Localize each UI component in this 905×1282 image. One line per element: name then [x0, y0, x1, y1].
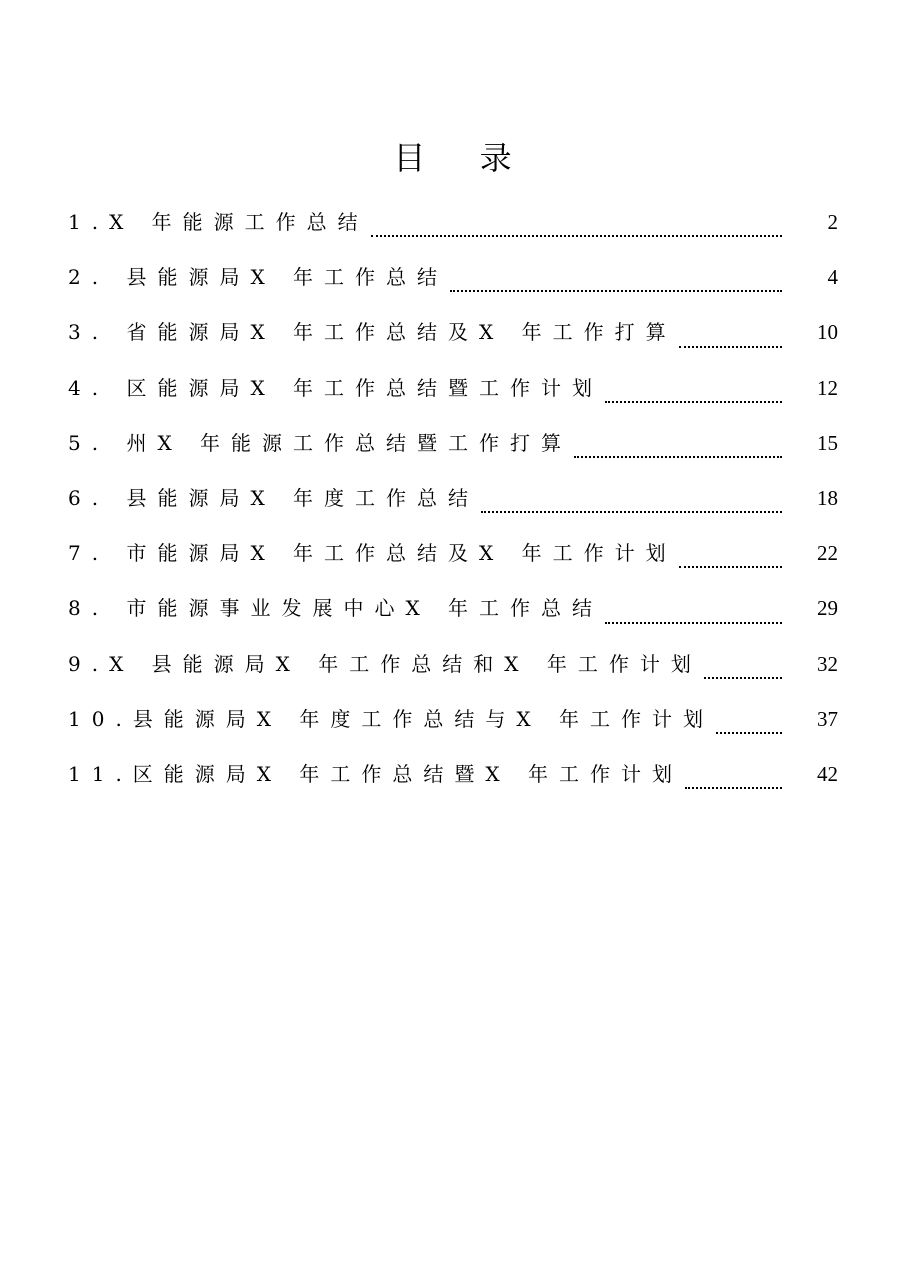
- toc-leader-dots: [481, 509, 782, 513]
- toc-page-number: 32: [817, 651, 838, 676]
- toc-page-number: 4: [827, 265, 838, 290]
- toc-list: [68, 200, 838, 807]
- toc-entry-title: 9.X 县能源局X 年工作总结和X 年工作计划: [68, 651, 702, 676]
- toc-entry-3[interactable]: [68, 310, 838, 365]
- toc-entry-title: 1.X 年能源工作总结: [68, 210, 369, 234]
- toc-leader-dots: [679, 564, 782, 568]
- toc-leader-dots: [704, 675, 782, 679]
- toc-leader-dots: [605, 399, 782, 403]
- toc-entry-5[interactable]: [68, 421, 838, 476]
- toc-leader-dots: [450, 288, 782, 292]
- toc-page-number: 12: [817, 375, 838, 400]
- toc-page-number: 22: [817, 541, 838, 566]
- toc-page-number: 42: [817, 761, 838, 786]
- toc-entry-title: 4. 区能源局X 年工作总结暨工作计划: [68, 375, 604, 400]
- toc-page-number: 37: [817, 706, 838, 731]
- toc-entry-4[interactable]: [68, 366, 838, 421]
- toc-page-number: 10: [817, 320, 838, 345]
- toc-title: 目 录: [393, 139, 534, 177]
- toc-entry-title: 6. 县能源局X 年度工作总结: [68, 485, 480, 510]
- toc-entry-11[interactable]: [68, 752, 838, 807]
- toc-entry-title: 3. 省能源局X 年工作总结及X 年工作打算: [68, 320, 677, 345]
- toc-leader-dots: [685, 785, 782, 789]
- toc-page-number: 29: [817, 596, 838, 621]
- toc-entry-title: 10.县能源局X 年度工作总结与X 年工作计划: [68, 706, 714, 731]
- toc-entry-title: 5. 州X 年能源工作总结暨工作打算: [68, 430, 573, 455]
- toc-entry-1[interactable]: [68, 200, 838, 255]
- toc-page-number: 18: [817, 485, 838, 510]
- toc-entry-9[interactable]: [68, 642, 838, 697]
- toc-page-number: 2: [827, 210, 838, 234]
- toc-leader-dots: [679, 344, 782, 348]
- toc-entry-2[interactable]: [68, 255, 838, 310]
- toc-leader-dots: [574, 454, 782, 458]
- toc-entry-title: 11.区能源局X 年工作总结暨X 年工作计划: [68, 761, 683, 786]
- toc-entry-8[interactable]: [68, 586, 838, 641]
- toc-entry-10[interactable]: [68, 697, 838, 752]
- toc-leader-dots: [371, 233, 782, 237]
- toc-leader-dots: [716, 730, 782, 734]
- toc-entry-title: 7. 市能源局X 年工作总结及X 年工作计划: [68, 541, 677, 566]
- toc-page-number: 15: [817, 430, 838, 455]
- toc-entry-title: 8. 市能源事业发展中心X 年工作总结: [68, 596, 604, 621]
- toc-entry-title: 2. 县能源局X 年工作总结: [68, 265, 449, 290]
- toc-entry-6[interactable]: [68, 476, 838, 531]
- toc-entry-7[interactable]: [68, 531, 838, 586]
- toc-leader-dots: [605, 620, 782, 624]
